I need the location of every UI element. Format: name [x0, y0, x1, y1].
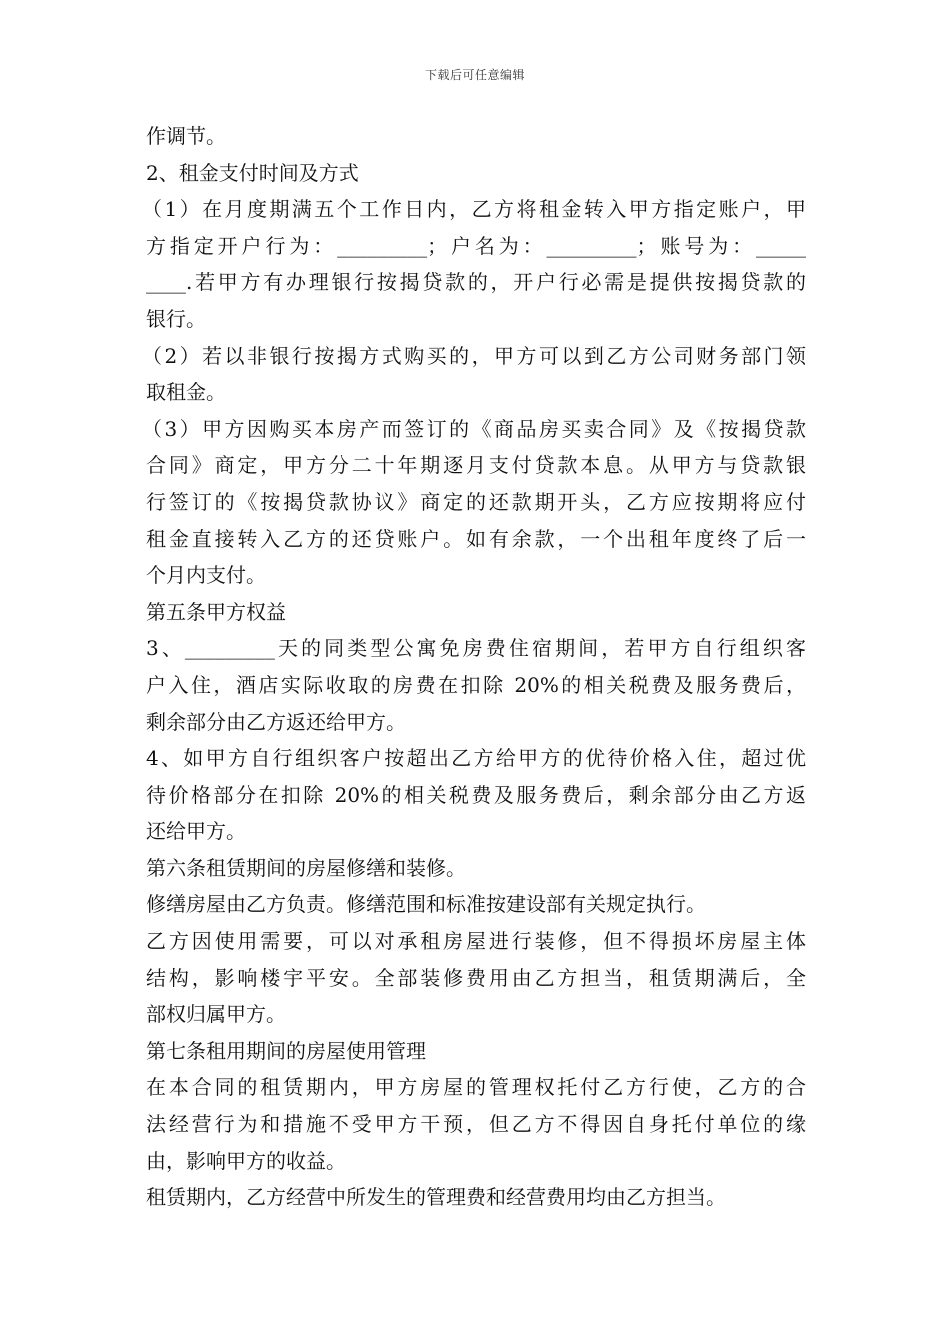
text-line: 还给甲方。 [146, 819, 246, 844]
text-line: 方指定开户行为：_________；户名为：_________；账号为：_____ [146, 233, 806, 258]
text-line: 取租金。 [146, 380, 226, 405]
text-line: 2、租金支付时间及方式 [146, 160, 359, 185]
text-line: 合同》商定，甲方分二十年期逐月支付贷款本息。从甲方与贷款银 [146, 453, 806, 478]
text-line: ____.若甲方有办理银行按揭贷款的，开户行必需是提供按揭贷款的 [146, 270, 806, 295]
text-line: 法经营行为和措施不受甲方干预，但乙方不得因自身托付单位的缘 [146, 1112, 806, 1137]
text-line: （1）在月度期满五个工作日内，乙方将租金转入甲方指定账户，甲 [142, 197, 806, 222]
text-line: 3、_________天的同类型公寓免房费住宿期间，若甲方自行组织客 [146, 636, 806, 661]
text-line: 银行。 [146, 306, 206, 331]
text-line: 第七条租用期间的房屋使用管理 [146, 1038, 426, 1063]
text-line: 个月内支付。 [146, 563, 266, 588]
text-line: 户入住，酒店实际收取的房费在扣除 20%的相关税费及服务费后， [146, 672, 806, 697]
text-line: 租赁期内，乙方经营中所发生的管理费和经营费用均由乙方担当。 [146, 1185, 726, 1210]
text-line: 由，影响甲方的收益。 [146, 1148, 346, 1173]
text-line: 结构，影响楼宇平安。全部装修费用由乙方担当，租赁期满后，全 [146, 965, 806, 990]
text-line: 行签订的《按揭贷款协议》商定的还款期开头，乙方应按期将应付 [146, 489, 806, 514]
document-body [142, 118, 806, 1216]
text-line: 租金直接转入乙方的还贷账户。如有余款，一个出租年度终了后一 [146, 526, 806, 551]
text-line: 第六条租赁期间的房屋修缮和装修。 [146, 855, 466, 880]
page-header: 下载后可任意编辑 [424, 68, 525, 82]
text-line: 部权归属甲方。 [146, 1002, 286, 1027]
text-line: 剩余部分由乙方返还给甲方。 [146, 709, 406, 734]
text-line: 乙方因使用需要，可以对承租房屋进行装修，但不得损坏房屋主体 [146, 929, 806, 954]
text-line: （3）甲方因购买本房产而签订的《商品房买卖合同》及《按揭贷款 [142, 416, 806, 441]
text-line: 修缮房屋由乙方负责。修缮范围和标准按建设部有关规定执行。 [146, 892, 706, 917]
text-line: 在本合同的租赁期内，甲方房屋的管理权托付乙方行使，乙方的合 [146, 1075, 806, 1100]
text-line: 第五条甲方权益 [146, 599, 286, 624]
text-line: 待价格部分在扣除 20%的相关税费及服务费后，剩余部分由乙方返 [146, 782, 806, 807]
text-line: 4、如甲方自行组织客户按超出乙方给甲方的优待价格入住，超过优 [146, 746, 806, 771]
text-line: （2）若以非银行按揭方式购买的，甲方可以到乙方公司财务部门领 [142, 343, 806, 368]
text-line: 作调节。 [146, 124, 226, 148]
